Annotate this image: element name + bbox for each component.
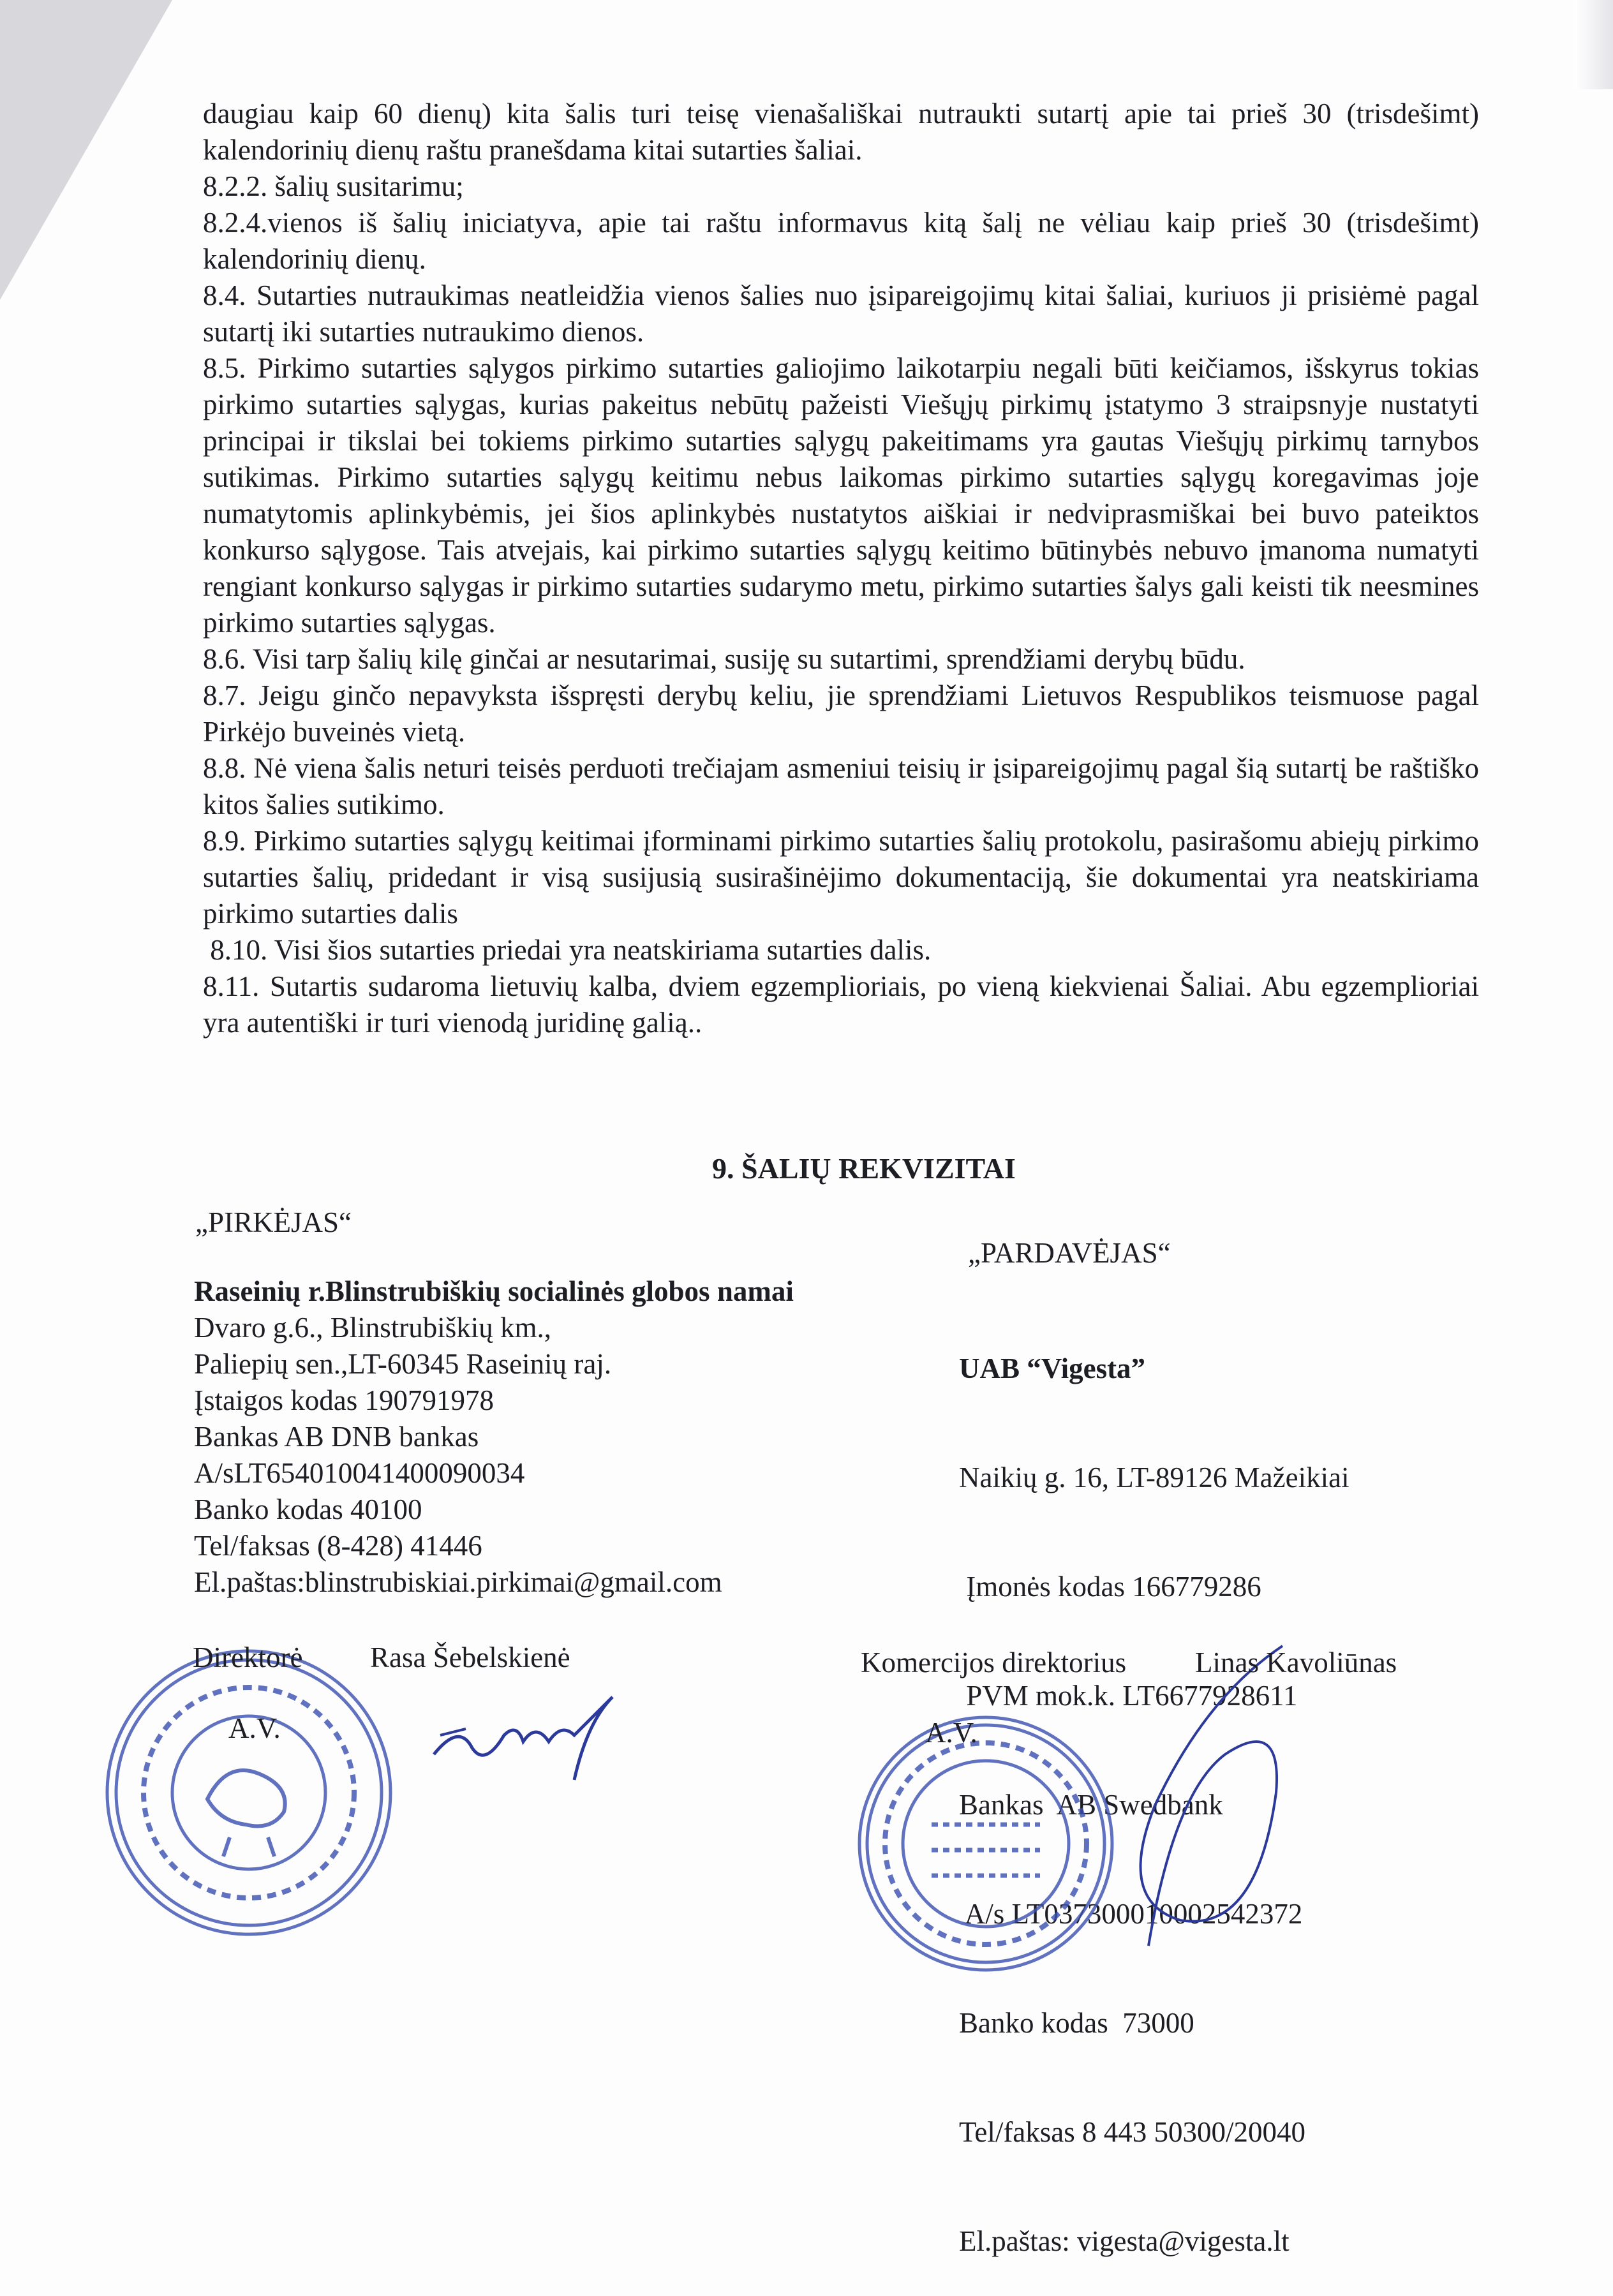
buyer-stamp-icon: [102, 1646, 396, 1939]
clause: 8.4. Sutarties nutraukimas neatleidžia vienos šalies nuo įsipareigojimų kitai šaliai, kuriuos ji prisiėmė pagal sutartį iki sutarties nutraukimo dienos.: [203, 279, 1479, 348]
clause: 8.2.2. šalių susitarimu;: [203, 170, 464, 202]
buyer-signatory-title: Direktorė: [193, 1641, 303, 1673]
buyer-signature-icon: [421, 1684, 651, 1799]
section-heading: 9. ŠALIŲ REKVIZITAI: [712, 1152, 1016, 1185]
clause: 8.8. Nė viena šalis neturi teisės perduoti trečiajam asmeniui teisių ir įsipareigojimų pagal šią sutartį be raštiško kitos šalies sutikimo.: [203, 752, 1479, 820]
seller-signatory-name: Linas Kavoliūnas: [1195, 1647, 1397, 1678]
buyer-role: „PIRKĖJAS“: [195, 1206, 352, 1238]
buyer-line: Paliepių sen.,LT-60345 Raseinių raj.: [194, 1348, 612, 1380]
seller-line: El.paštas: vigesta@vigesta.lt: [959, 2225, 1290, 2257]
buyer-line: Bankas AB DNB bankas: [194, 1421, 479, 1453]
seller-line: Naikių g. 16, LT-89126 Mažeikiai: [959, 1462, 1349, 1493]
seller-line: Įmonės kodas 166779286: [959, 1571, 1261, 1603]
buyer-signatory-name: Rasa Šebelskienė: [370, 1641, 570, 1673]
seller-seal-label: A.V.: [925, 1717, 977, 1749]
clause: 8.2.4.vienos iš šalių iniciatyva, apie tai raštu informavus kitą šalį ne vėliau kaip prieš 30 (trisdešimt) kalendorinių dienų.: [203, 207, 1479, 275]
contract-clauses: [203, 96, 1479, 1041]
buyer-line: Tel/faksas (8-428) 41446: [194, 1530, 482, 1562]
buyer-details: [194, 1273, 794, 1601]
clause: 8.11. Sutartis sudaroma lietuvių kalba, dviem egzemplioriais, po vieną kiekvienai Šaliai. Abu egzemplioriai yra autentiški ir turi vienodą juridinę galią..: [203, 970, 1479, 1039]
clause: daugiau kaip 60 dienų) kita šalis turi teisę vienašališkai nutraukti sutartį apie tai prieš 30 (trisdešimt) kalendorinių dienų raštu pranešdama kitai sutarties šaliai.: [203, 98, 1479, 166]
buyer-name: Raseinių r.Blinstrubiškių socialinės globos namai: [194, 1275, 794, 1307]
page-fold-shadow: [0, 0, 172, 300]
seller-role: „PARDAVĖJAS“: [968, 1237, 1171, 1269]
clause: 8.9. Pirkimo sutarties sąlygų keitimai įforminami pirkimo sutarties šalių protokolu, pasirašomu abiejų pirkimo sutarties šalių, pridedant ir visą susijusią susirašinėjimo dokumentaciją, šie dokumentai yra neatskiriama pirkimo sutarties dalis: [203, 825, 1479, 930]
buyer-line: A/sLT654010041400090034: [194, 1457, 525, 1489]
clause: 8.7. Jeigu ginčo nepavyksta išspręsti derybų keliu, jie sprendžiami Lietuvos Respublikos teismuose pagal Pirkėjo buveinės vietą.: [203, 679, 1479, 748]
seller-line: Tel/faksas 8 443 50300/20040: [959, 2116, 1306, 2148]
buyer-line: Įstaigos kodas 190791978: [194, 1384, 494, 1416]
seller-signature-icon: [1053, 1633, 1321, 2016]
page-edge-shadow: [1575, 0, 1613, 89]
buyer-line: El.paštas:blinstrubiskiai.pirkimai@gmail.com: [194, 1566, 722, 1598]
buyer-line: Banko kodas 40100: [194, 1493, 422, 1525]
buyer-seal-label: A.V.: [228, 1712, 281, 1744]
seller-name: UAB “Vigesta”: [959, 1352, 1146, 1384]
seller-signatory-title: Komercijos direktorius: [861, 1647, 1127, 1678]
seller-line: A/s LT037300010002542372: [959, 1898, 1303, 1930]
seller-line: PVM mok.k. LT6677928611: [959, 1680, 1298, 1712]
buyer-line: Dvaro g.6., Blinstrubiškių km.,: [194, 1312, 551, 1344]
clause: 8.6. Visi tarp šalių kilę ginčai ar nesutarimai, susiję su sutartimi, sprendžiami derybų būdu.: [203, 643, 1245, 675]
clause: 8.10. Visi šios sutarties priedai yra neatskiriama sutarties dalis.: [203, 934, 932, 966]
clause: 8.5. Pirkimo sutarties sąlygos pirkimo sutarties galiojimo laikotarpiu negali būti keičiamos, išskyrus tokias pirkimo sutarties sąlygas, kurias pakeitus nebūtų pažeisti Viešųjų pirkimų įstatymo 3 straipsnyje nustatyti principai ir tikslai bei tokiems pirkimo sutarties sąlygų pakeitimams yra gautas Viešųjų pirkimų tarnybos sutikimas. Pirkimo sutarties sąlygų keitimu nebus laikomas pirkimo sutarties sąlygų koregavimas joje numatytomis aplinkybėmis, jei šios aplinkybės nustatytos aiškiai ir nedviprasmiškai bei buvo pateiktos konkurso sąlygose. Tais atvejais, kai pirkimo sutarties sąlygų keitimo būtinybės nebuvo įmanoma numatyti rengiant konkurso sąlygas ir pirkimo sutarties sudarymo metu, pirkimo sutarties šalys gali keisti tik neesmines pirkimo sutarties sąlygas.: [203, 352, 1479, 639]
seller-line: Bankas AB Swedbank: [959, 1789, 1223, 1821]
seller-line: Banko kodas 73000: [959, 2007, 1194, 2039]
